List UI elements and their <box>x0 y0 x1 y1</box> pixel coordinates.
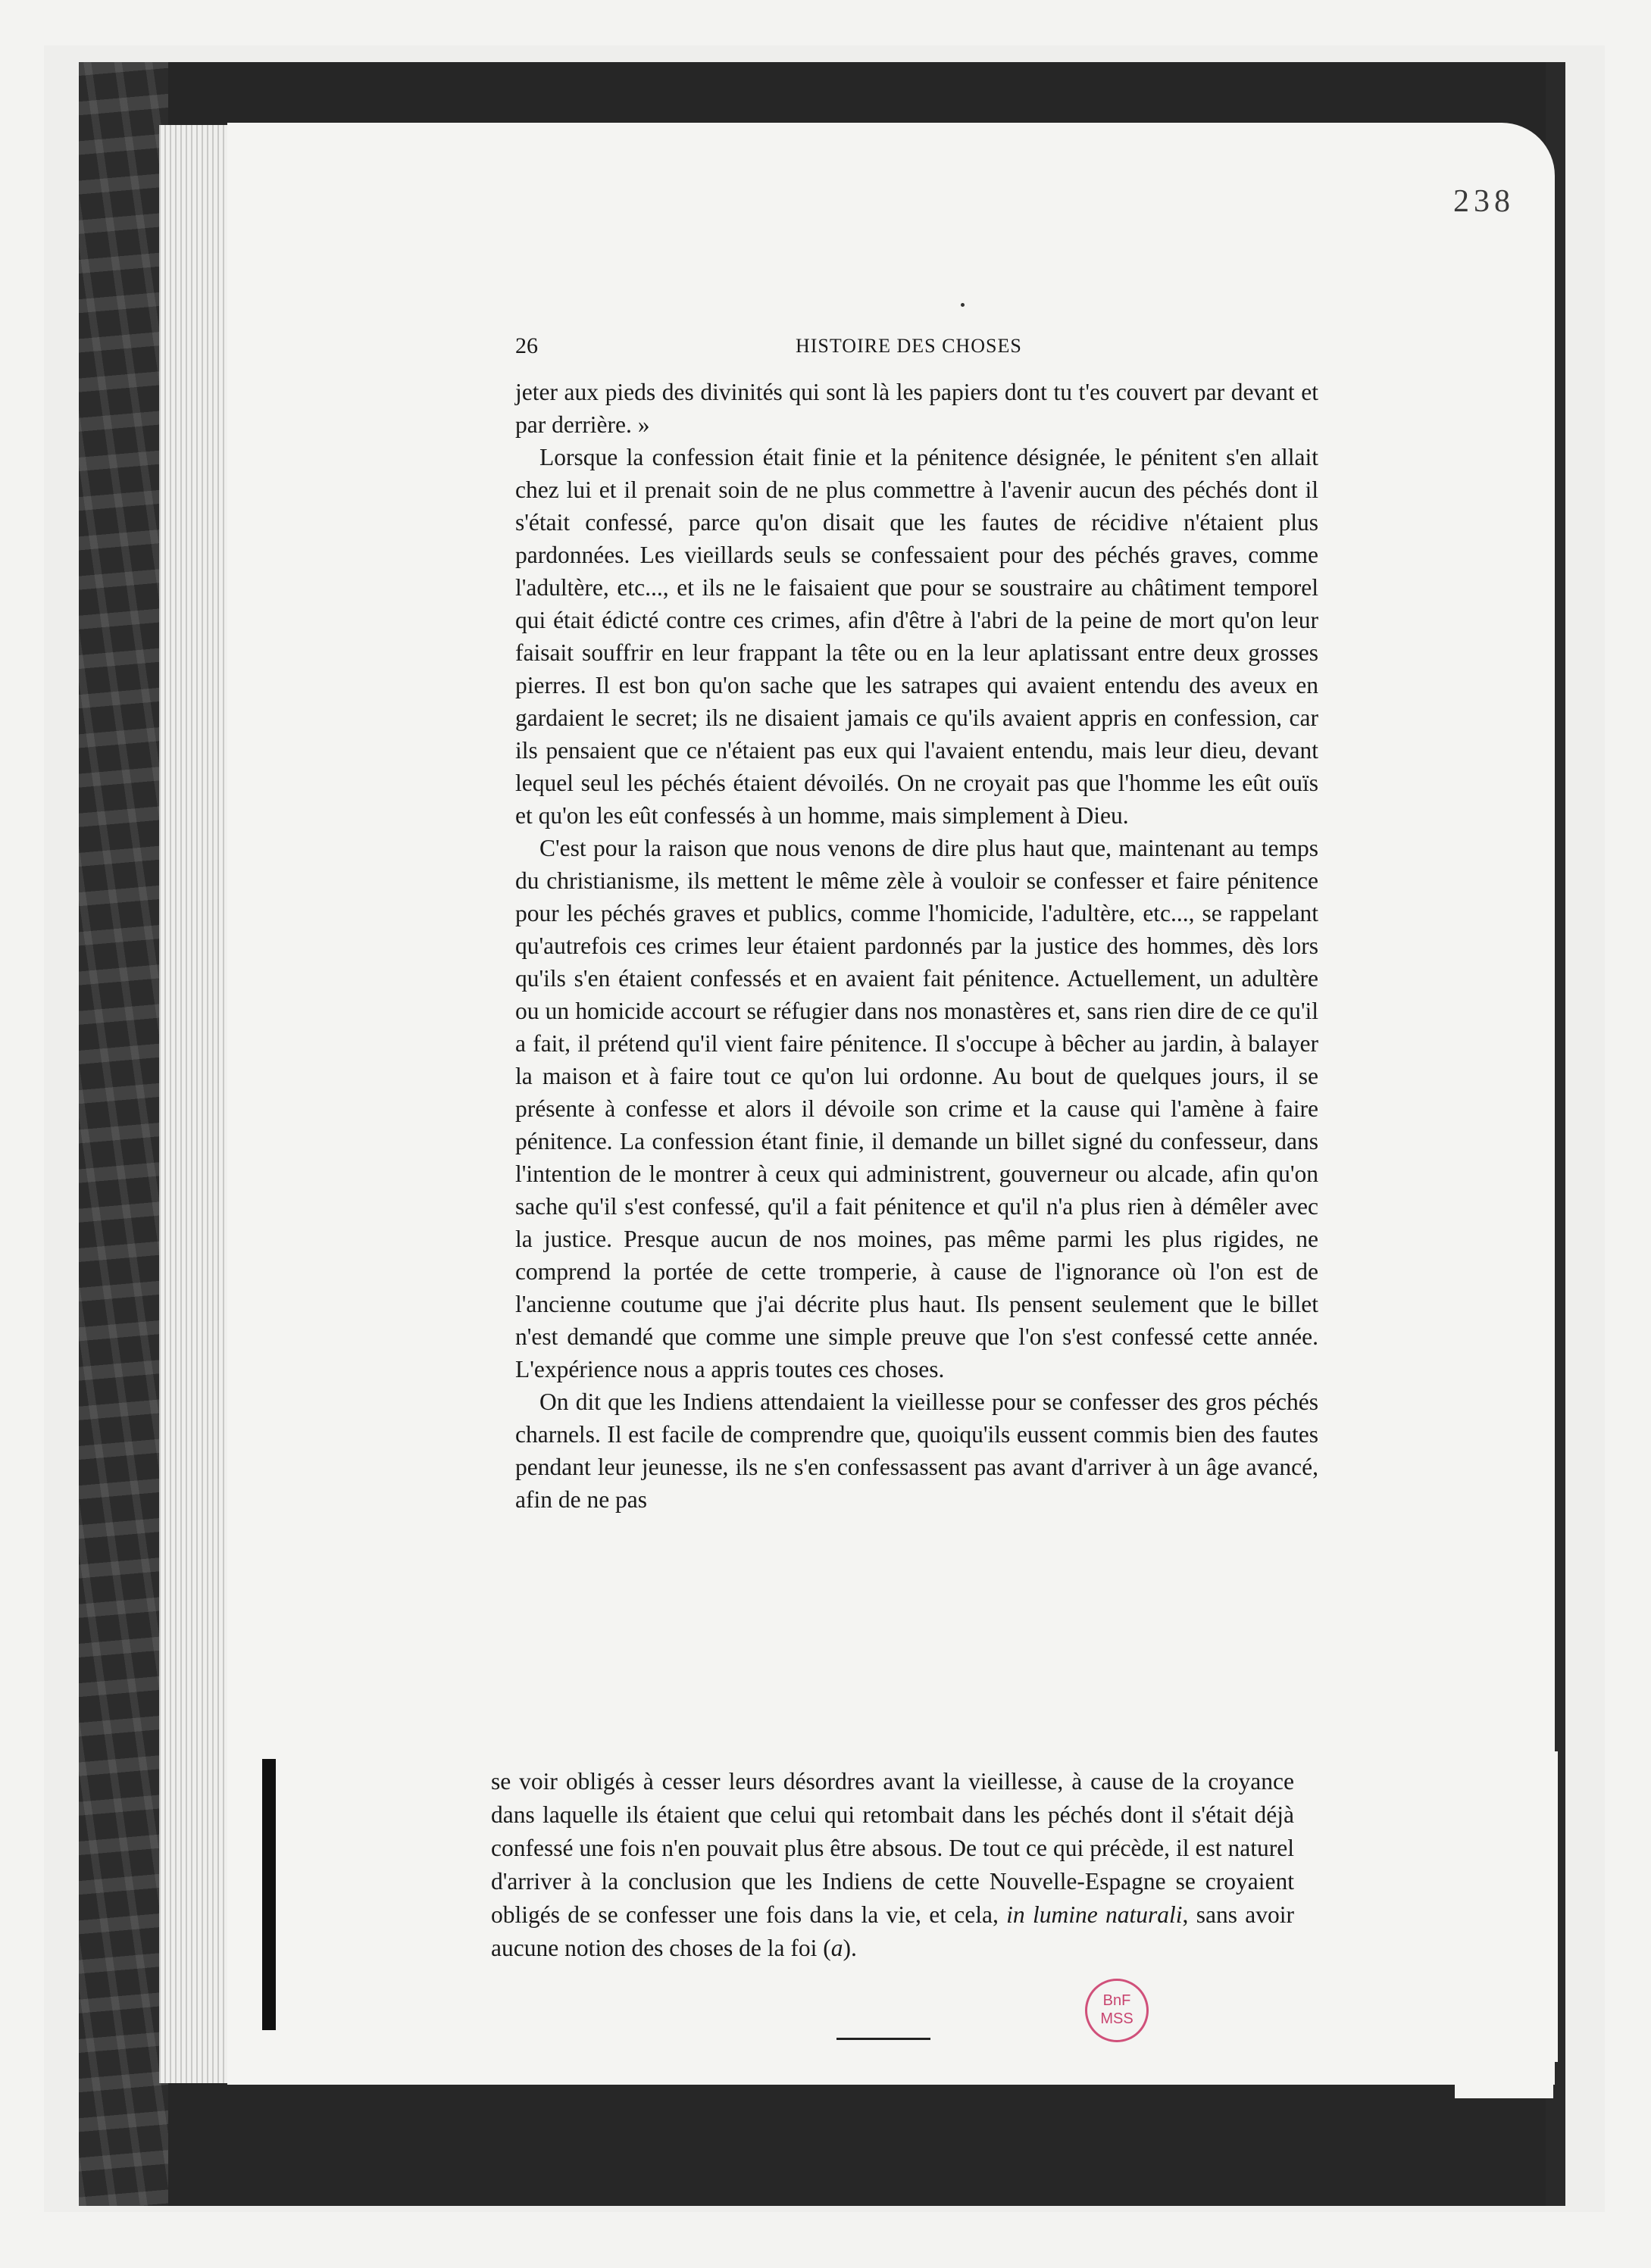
pasted-continuation-text <box>491 1765 1294 1965</box>
paragraph-end <box>491 1765 1294 1965</box>
main-text <box>515 376 1318 1516</box>
page-header <box>515 333 1318 364</box>
book-cover-bottom-edge <box>79 2076 1565 2206</box>
page-bottom-strip <box>1455 2085 1553 2098</box>
stamp-line: BnF <box>1102 1992 1131 2009</box>
italic-phrase: in lumine naturali <box>1006 1901 1183 1928</box>
speck <box>961 303 965 307</box>
text-run: se voir obligés à cesser leurs désordres avant la vieillesse, à cause de la croyance dans laquelle ils étaient que celui qui retombait dans les péchés dont il s'était déjà confessé une fois n'en pouvait plus être absous. De tout ce qui précède, il est naturel d'arriver à la conclusion que les Indiens de cette Nouvelle-Espagne se croyaient obligés de se confesser une fois dans la vie, et cela, <box>491 1768 1294 1928</box>
footnote-letter: a <box>830 1935 843 1961</box>
text-run: ). <box>843 1935 857 1961</box>
paragraph: On dit que les Indiens attendaient la vieillesse pour se confesser des gros péchés charnels. Il est facile de comprendre que, quoiqu'ils eussent commis bien des fautes pendant leur jeunesse, ils ne s'en confessassent pas avant d'arriver à un âge avancé, afin de ne pas <box>515 1389 1318 1513</box>
folio-number: 238 <box>1453 184 1515 219</box>
stamp-line: MSS <box>1100 2010 1133 2027</box>
black-margin-bar <box>262 1759 276 2030</box>
page-number: 26 <box>515 333 538 358</box>
paragraph-continued: jeter aux pieds des divinités qui sont là les papiers dont tu t'es couvert par devant et par derrière. » <box>515 379 1318 438</box>
book-cover-marbled-edge <box>79 62 168 2206</box>
library-stamp <box>1085 1979 1149 2042</box>
page-stack-edges <box>159 125 232 2083</box>
end-rule <box>836 2038 930 2040</box>
paragraph: C'est pour la raison que nous venons de dire plus haut que, maintenant au temps du christianisme, ils mettent le même zèle à vouloir se confesser et faire pénitence pour les péchés graves et publics, comme l'homicide, l'adultère, etc..., se rappelant qu'autrefois ces crimes leur étaient pardonnés par la justice des hommes, dès lors qu'ils s'en étaient confessés et en avaient fait pénitence. Actuellement, un adultère ou un homicide accourt se réfugier dans nos monastères et, sans rien dire de ce qu'il a fait, il prétend qu'il vient faire pénitence. Il s'occupe à bêcher au jardin, à balayer la maison et à faire tout ce qu'on lui ordonne. Au bout de quelques jours, il se présente à confesse et alors il dévoile son crime et la cause qui l'amène à faire pénitence. La confession étant finie, il demande un billet signé du confesseur, dans l'intention de le montrer à ceux qui administrent, gouverneur ou alcade, afin qu'on sache qu'il s'est confessé, qu'il a fait pénitence et qu'il n'a plus rien à démêler avec la justice. Presque aucun de nos moines, pas même parmi les plus rigides, ne comprend la portée de cette tromperie, à cause de l'ignorance où l'on est de l'ancienne coutume que j'ai décrite plus haut. Ils pensent seulement que le billet n'est demandé que comme une simple preuve que l'on s'est confessé cette année. L'expérience nous a appris toutes ces choses. <box>515 835 1318 1382</box>
running-title: HISTOIRE DES CHOSES <box>796 335 1022 357</box>
paragraph: Lorsque la confession était finie et la pénitence désignée, le pénitent s'en allait chez lui et il prenait soin de ne plus commettre à l'avenir aucun des péchés dont il s'était confessé, parce qu'on disait que les fautes de récidive n'étaient plus pardonnées. Les vieillards seuls se confessaient pour des péchés graves, comme l'adultère, etc..., et ils ne le faisaient que pour se soustraire au châtiment temporel qui était édicté contre ces crimes, afin d'être à l'abri de la peine de mort qu'on leur faisait souffrir en leur frappant la tête ou en la leur aplatissant entre deux grosses pierres. Il est bon qu'on sache que les satrapes qui avaient entendu des aveux en gardaient le secret; ils ne disaient jamais ce qu'ils avaient appris en confession, car ils pensaient que ce n'étaient pas eux qui l'avaient entendu, mais leur dieu, devant lequel seul les péchés étaient dévoilés. On ne croyait pas que l'homme les eût ouïs et qu'on les eût confessés à un homme, mais simplement à Dieu. <box>515 444 1318 829</box>
text-run: , sans avoir aucune notion des choses de la foi ( <box>491 1901 1294 1961</box>
